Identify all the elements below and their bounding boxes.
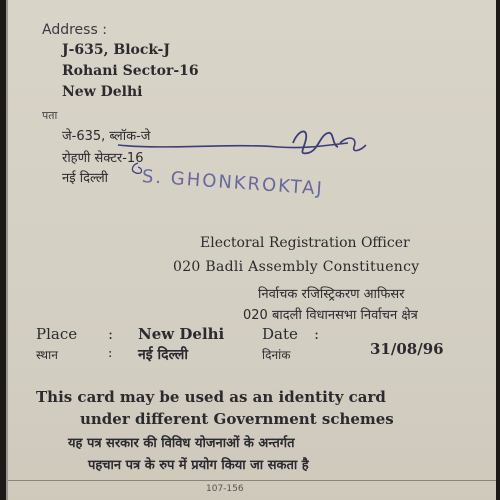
officer-constituency: 020 Badli Assembly Constituency xyxy=(173,259,420,275)
place-label: Place xyxy=(36,325,78,343)
officer-title-hindi: निर्वाचक रजिस्ट्रिकरण आफिसर xyxy=(258,287,405,302)
date-value: 31/08/96 xyxy=(370,340,444,358)
voter-id-card-back xyxy=(6,0,496,500)
address-label: Address : xyxy=(42,22,107,38)
place-colon-hindi: : xyxy=(108,346,113,361)
bottom-divider xyxy=(8,480,496,481)
officer-constituency-hindi: 020 बादली विधानसभा निर्वाचन क्षेत्र xyxy=(243,308,418,323)
address-line-2: Rohani Sector-16 xyxy=(62,63,199,79)
date-label: Date xyxy=(262,325,298,343)
place-label-hindi: स्थान xyxy=(36,348,58,362)
address-line-3: New Delhi xyxy=(62,84,143,100)
address-line-1-hindi: जे-635, ब्लॉक-जे xyxy=(62,129,151,144)
address-label-hindi: पता xyxy=(42,109,58,122)
form-number: 107-156 xyxy=(206,484,244,494)
place-colon: : xyxy=(108,325,114,343)
notice-line-1-hindi: यह पत्र सरकार की विविध योजनाओं के अन्तर्गत xyxy=(68,436,295,451)
address-line-2-hindi: रोहणी सेक्टर-16 xyxy=(62,151,144,166)
notice-line-1: This card may be used as an identity card xyxy=(36,388,386,406)
officer-name-stamp: S. GHONKROKTAJ xyxy=(141,166,325,200)
officer-title: Electoral Registration Officer xyxy=(200,235,410,251)
notice-line-2: under different Government schemes xyxy=(80,410,394,428)
place-value: New Delhi xyxy=(138,325,225,343)
date-label-hindi: दिनांक xyxy=(262,348,291,362)
date-colon: : xyxy=(314,325,320,343)
address-line-3-hindi: नई दिल्ली xyxy=(62,171,109,186)
address-line-1: J-635, Block-J xyxy=(62,42,170,58)
place-value-hindi: नई दिल्ली xyxy=(138,347,189,363)
notice-line-2-hindi: पहचान पत्र के रुप में प्रयोग किया जा सकता है xyxy=(88,458,309,473)
